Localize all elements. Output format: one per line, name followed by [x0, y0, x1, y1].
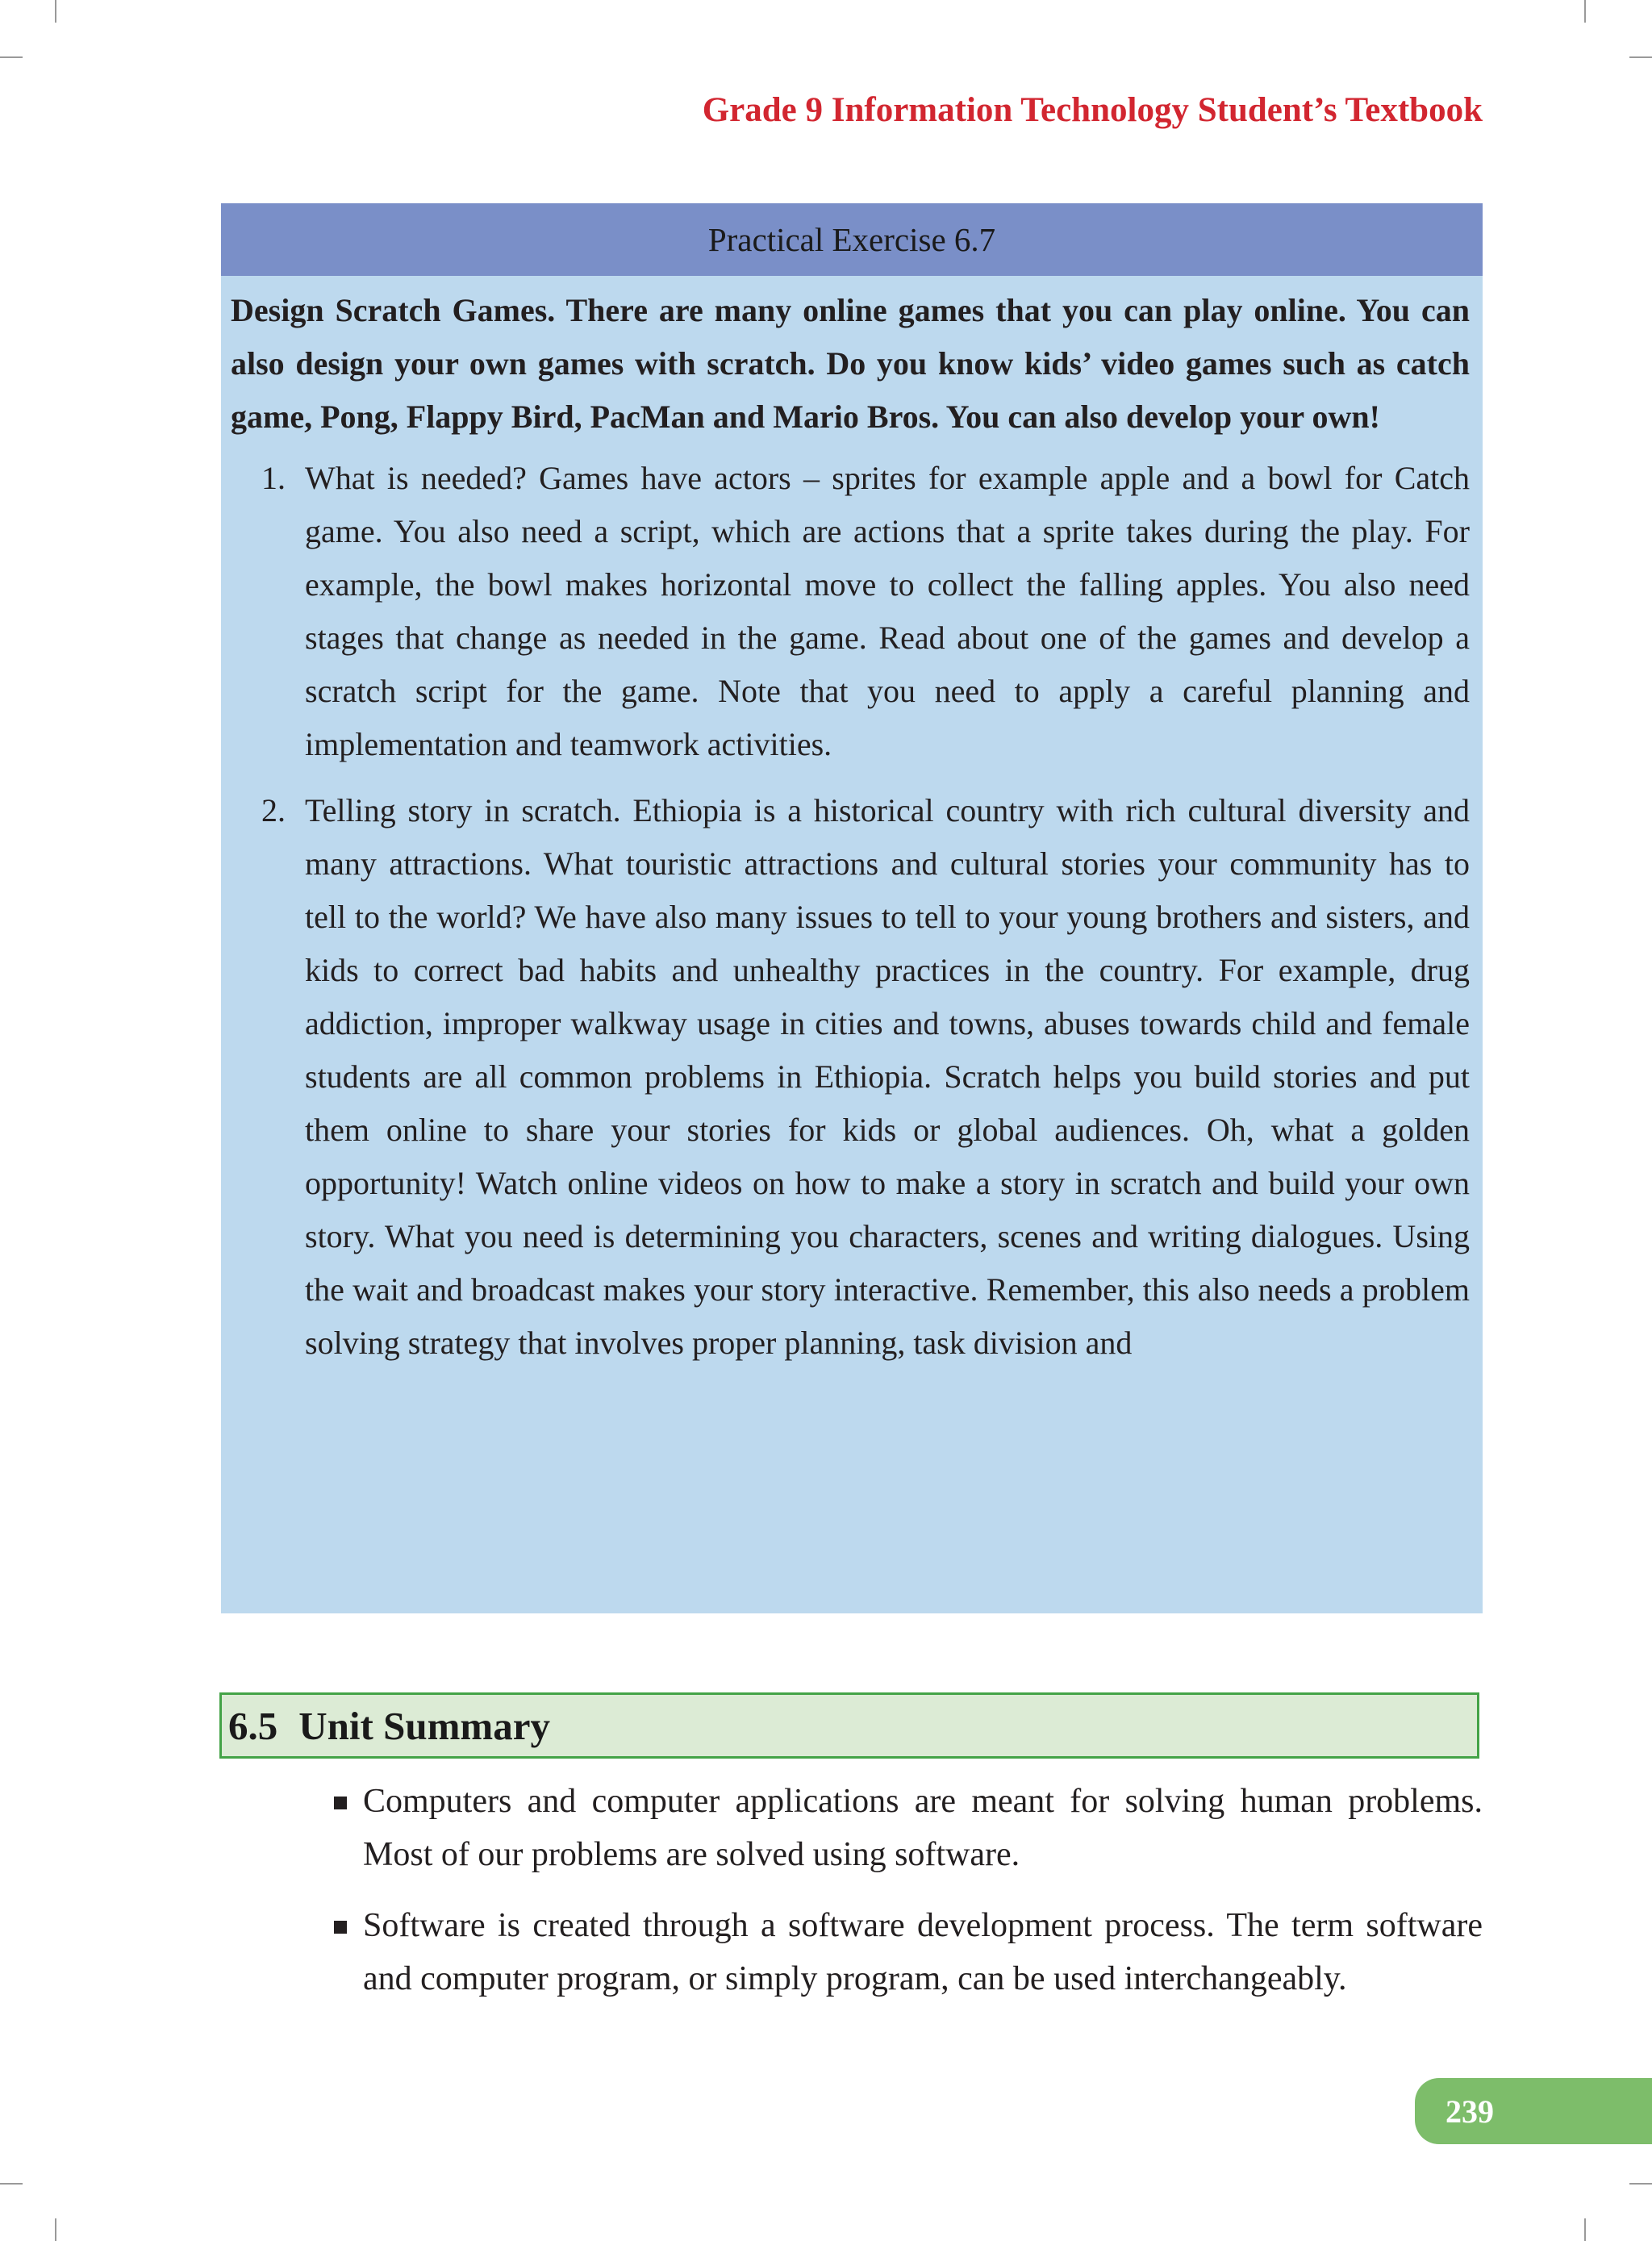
crop-mark: [0, 56, 23, 58]
page-number: 239: [1446, 2093, 1494, 2130]
practical-exercise-box: [221, 203, 1483, 1613]
running-header: Grade 9 Information Technology Student’s Textbook: [702, 91, 1483, 129]
task-text: Telling story in scratch. Ethiopia is a historical country with rich cultural diversity and many attractions. What touristic attractions and cultural stories your community has to tell to the world? We have also many issues to tell to your young brothers and sisters, and kids to correct bad habits and unhealthy practices in the country. For example, drug addiction, improper walkway usage in cities and towns, abuses towards child and female students are all common problems in Ethiopia. Scratch helps you build stories and put them online to share your stories for kids or global audiences. Oh, what a golden opportunity! Watch online videos on how to make a story in scratch and build your own story. What you need is determining you characters, scenes and writing dialogues. Using the wait and broadcast makes your story interactive. Remember, this also needs a problem solving strategy that involves proper planning, task division and: [305, 792, 1470, 1361]
unit-summary-heading: [219, 1692, 1479, 1759]
crop-mark: [1584, 2218, 1586, 2241]
crop-mark: [1629, 2183, 1652, 2185]
task-text: What is needed? Games have actors – sprites for example apple and a bowl for Catch game. You also need a script, which are actions that a sprite takes during the play. For example, the bowl makes horizontal move to collect the falling apples. You also need stages that change as needed in the game. Read about one of the games and develop a scratch script for the game. Note that you need to apply a careful planning and implementation and teamwork activities.: [305, 460, 1470, 762]
page-number-tab: [1415, 2078, 1652, 2144]
crop-mark: [1629, 56, 1652, 58]
summary-item-text: Computers and computer applications are meant for solving human problems. Most of our problems are solved using software.: [363, 1783, 1483, 1873]
square-bullet-icon: [334, 1797, 347, 1809]
summary-item-text: Software is created through a software development process. The term software and computer program, or simply program, can be used interchangeably.: [363, 1907, 1483, 1997]
exercise-task: [231, 784, 1470, 1370]
exercise-task-list: [231, 452, 1470, 1370]
summary-item: [331, 1775, 1483, 1881]
section-number: 6.5: [228, 1703, 278, 1748]
exercise-task: [231, 452, 1470, 771]
exercise-body: [221, 276, 1483, 1370]
square-bullet-icon: [334, 1921, 347, 1934]
summary-item: [331, 1899, 1483, 2005]
summary-bullet-list: [331, 1775, 1483, 2023]
crop-mark: [55, 0, 56, 23]
exercise-title: Practical Exercise 6.7: [221, 203, 1483, 276]
crop-mark: [55, 2218, 56, 2241]
task-number: 2.: [261, 792, 286, 828]
crop-mark: [1584, 0, 1586, 23]
exercise-intro: Design Scratch Games. There are many online games that you can play online. You can also design your own games with scratch. Do you know kids’ video games such as catch game, Pong, Flappy Bird, PacMan and Mario Bros. You can also develop your own!: [231, 292, 1470, 435]
section-title: Unit Summary: [298, 1703, 550, 1748]
task-number: 1.: [261, 460, 286, 496]
crop-mark: [0, 2183, 23, 2185]
